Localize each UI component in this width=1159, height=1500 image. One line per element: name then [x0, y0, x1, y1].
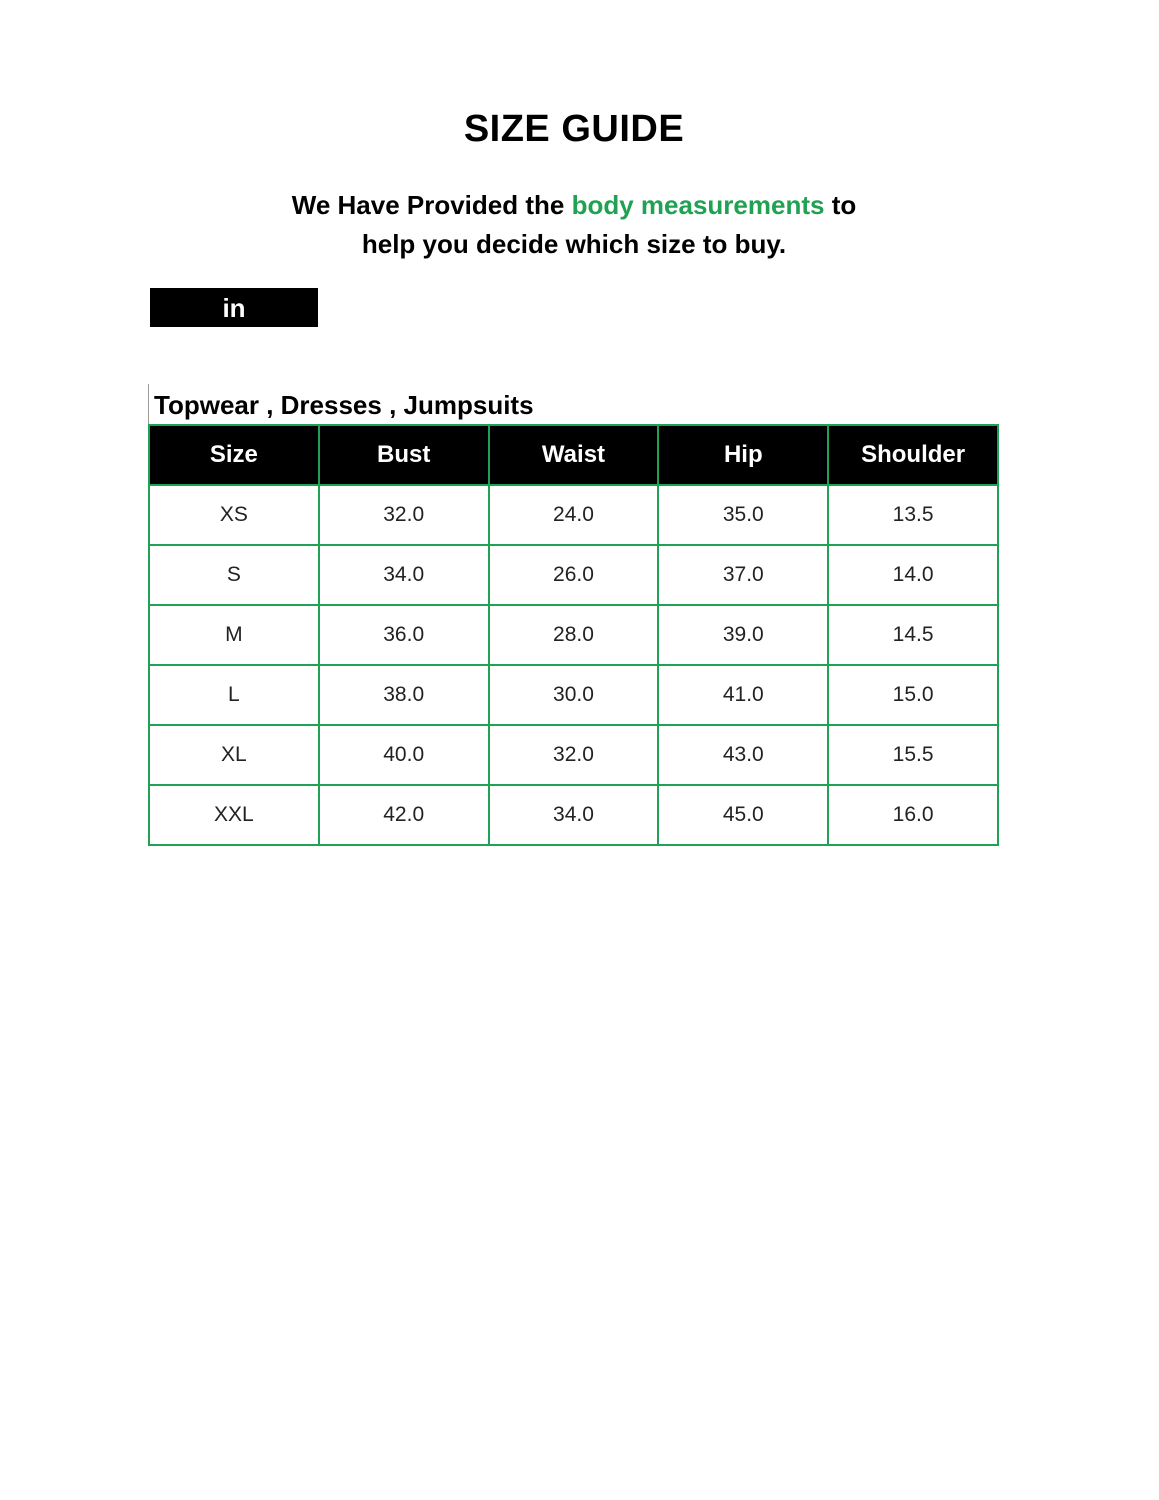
cell-shoulder: 14.5: [828, 605, 998, 665]
intro-text-start: We Have Provided the: [291, 190, 572, 220]
header-hip: Hip: [658, 425, 828, 485]
page-title: SIZE GUIDE: [463, 108, 685, 150]
cell-waist: 28.0: [489, 605, 659, 665]
cell-hip: 45.0: [658, 785, 828, 845]
cell-shoulder: 16.0: [828, 785, 998, 845]
table-header-row: [149, 425, 998, 485]
intro-text-end: to: [824, 190, 857, 220]
cell-size: XXL: [149, 785, 319, 845]
intro-line-2: help you decide which size to buy.: [361, 229, 787, 259]
intro-line-1: [0, 186, 1148, 225]
table-row: [149, 665, 998, 725]
header-shoulder: Shoulder: [828, 425, 998, 485]
header-bust: Bust: [319, 425, 489, 485]
cell-hip: 35.0: [658, 485, 828, 545]
table-row: [149, 485, 998, 545]
cell-waist: 32.0: [489, 725, 659, 785]
header-waist: Waist: [489, 425, 659, 485]
cell-size: M: [149, 605, 319, 665]
table-row: [149, 725, 998, 785]
size-table: [148, 424, 999, 846]
cell-shoulder: 13.5: [828, 485, 998, 545]
unit-label: in: [150, 288, 318, 327]
cell-hip: 41.0: [658, 665, 828, 725]
cell-bust: 38.0: [319, 665, 489, 725]
cell-hip: 43.0: [658, 725, 828, 785]
cell-bust: 42.0: [319, 785, 489, 845]
intro-text: [0, 186, 1148, 264]
cell-bust: 32.0: [319, 485, 489, 545]
table-row: [149, 785, 998, 845]
table-row: [149, 545, 998, 605]
intro-highlight: body measurements: [571, 190, 825, 220]
section-title: Topwear , Dresses , Jumpsuits: [154, 390, 534, 420]
cell-bust: 40.0: [319, 725, 489, 785]
cell-size: XL: [149, 725, 319, 785]
cell-bust: 34.0: [319, 545, 489, 605]
section-divider: [148, 384, 149, 424]
cell-shoulder: 15.0: [828, 665, 998, 725]
cell-waist: 26.0: [489, 545, 659, 605]
cell-size: L: [149, 665, 319, 725]
header-size: Size: [149, 425, 319, 485]
table-row: [149, 605, 998, 665]
cell-waist: 34.0: [489, 785, 659, 845]
cell-hip: 39.0: [658, 605, 828, 665]
cell-hip: 37.0: [658, 545, 828, 605]
cell-bust: 36.0: [319, 605, 489, 665]
cell-waist: 24.0: [489, 485, 659, 545]
cell-shoulder: 15.5: [828, 725, 998, 785]
cell-size: S: [149, 545, 319, 605]
cell-size: XS: [149, 485, 319, 545]
cell-waist: 30.0: [489, 665, 659, 725]
cell-shoulder: 14.0: [828, 545, 998, 605]
